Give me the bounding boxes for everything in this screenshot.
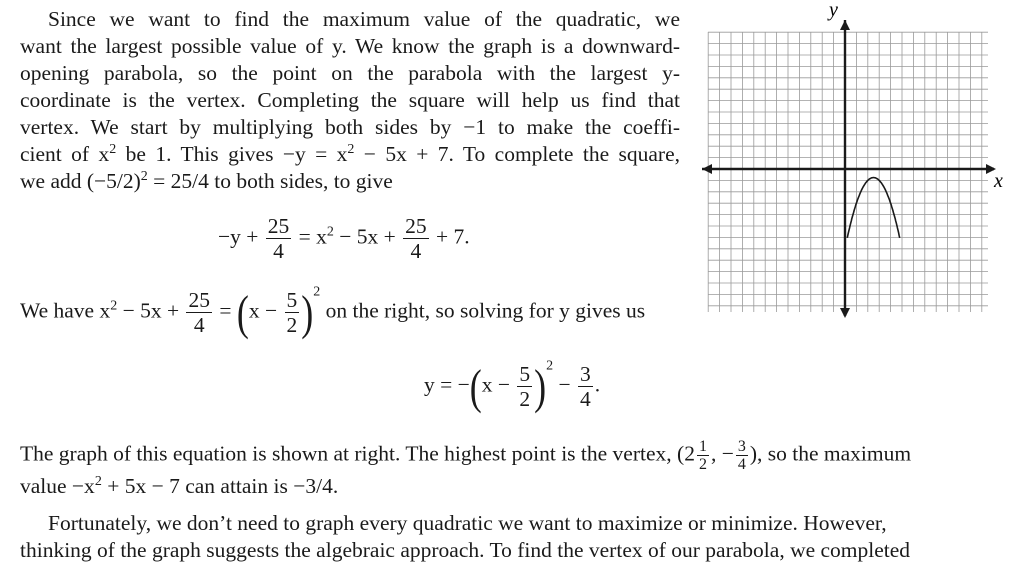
para1-line2: want the largest possible value of y. We know the graph is a downward- [20, 34, 680, 58]
paragraph-graph-result [20, 438, 1005, 500]
parabola-curve [847, 178, 899, 238]
para3-line2: thinking of the graph suggests the algebraic approach. To find the vertex of our parabola, we completed [20, 538, 911, 562]
para1-line6: cient of $x^2$ be 1. This gives $-y = x^2 - 5x + 7$. To complete the square, [20, 141, 680, 166]
para1-line1: Since we want to find the maximum value of the quadratic, we [48, 7, 680, 31]
para3-line1: Fortunately, we don’t need to graph every quadratic we want to maximize or minimize. However, [48, 511, 887, 535]
para1-line4: coordinate is the vertex. Completing the square will help us find that [20, 88, 680, 112]
x-axis-label: x [994, 170, 1003, 192]
para2-line2: value $-x^2 + 5x - 7$ can attain is −3/4. [20, 473, 339, 498]
paragraph-fortunately [20, 510, 1005, 564]
x-axis-arrow-left [702, 164, 712, 174]
y-axis-label: y [829, 0, 838, 21]
axes [702, 20, 996, 318]
equation-complete-square: −y + $\frac{25}{4}$ = $x^2 - 5x$ + $\frac{25}{4}$ + 7. [218, 214, 470, 263]
y-axis-arrow-down [840, 308, 850, 318]
para1-line5: vertex. We start by multiplying both sides by −1 to make the coeffi- [20, 115, 680, 139]
parabola-graph [700, 0, 1010, 320]
para1-line7: we add $(-5/2)^2 = 25/4$ to both sides, to give [20, 168, 393, 193]
equation-vertex-form: y = −(x − $\frac{5}{2}$ )$^2$ − $\frac{3}{4}$ . [424, 358, 601, 414]
para1-line3: opening parabola, so the point on the parabola with the largest y- [20, 61, 680, 85]
para2-line1: The graph of this equation is shown at right. The highest point is the vertex, (2 $\frac{1}{2}$ , − $\frac{3}{4}$ ), so the maximum [20, 438, 912, 473]
y-axis-arrow-up [840, 20, 850, 30]
paragraph-intro [20, 6, 680, 195]
grid-lines [708, 32, 988, 312]
line-we-have: We have $x^2 - 5x$ + $\frac{25}{4}$ = (x − $\frac{5}{2}$ )$^2$ on the right, so solving for y gives us [20, 284, 646, 340]
